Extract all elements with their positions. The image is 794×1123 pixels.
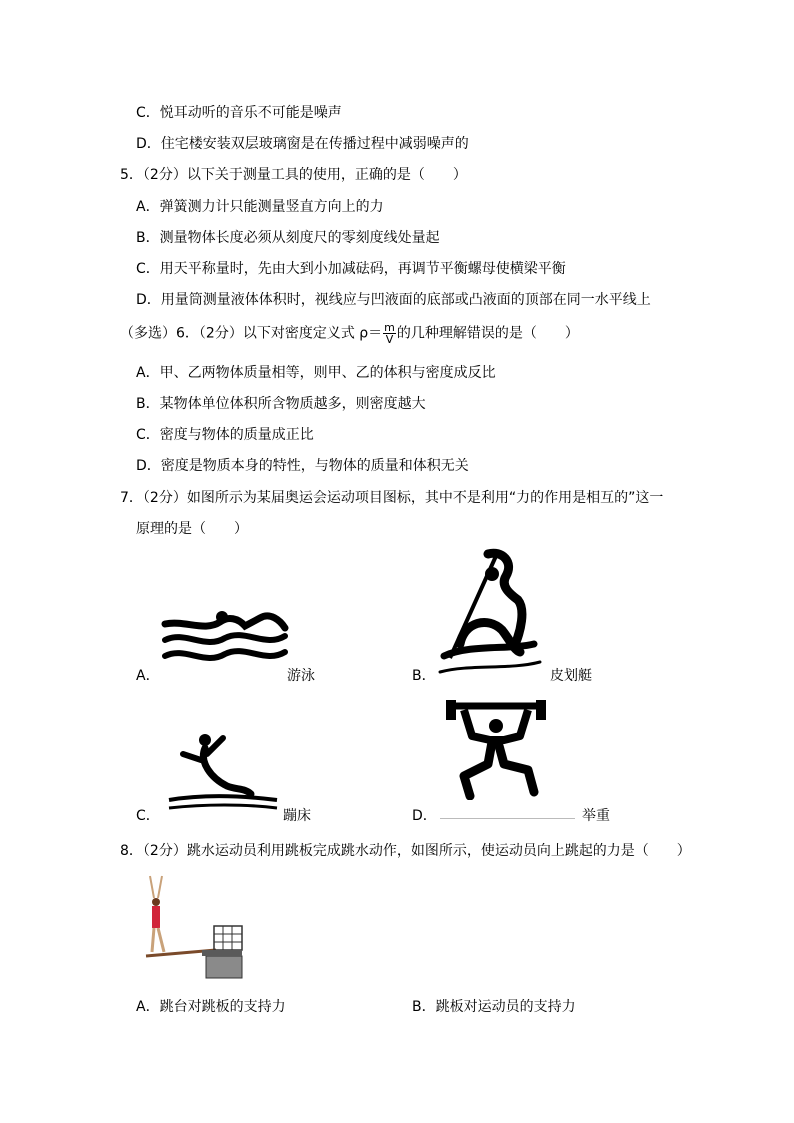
q6-stem-prefix: （多选）6．（2分）以下对密度定义式 ρ＝ — [120, 325, 383, 342]
q7-c-letter: C． — [136, 808, 160, 824]
q5-option-c: C．用天平称量时，先由大到小加减砝码，再调节平衡螺母使横梁平衡 — [136, 261, 566, 277]
q5-option-b: B．测量物体长度必须从刻度尺的零刻度线处量起 — [136, 230, 440, 246]
q7-b-letter: B． — [412, 668, 436, 684]
q6-option-c: C．密度与物体的质量成正比 — [136, 427, 314, 443]
q8-stem: 8．（2分）跳水运动员利用跳板完成跳水动作，如图所示，使运动员向上跳起的力是（ ） — [120, 843, 691, 859]
q8-option-a: A．跳台对跳板的支持力 — [136, 999, 286, 1015]
q7-stem-line1: 7．（2分）如图所示为某届奥运会运动项目图标，其中不是利用“力的作用是相互的”这一 — [120, 490, 664, 506]
q5-stem: 5．（2分）以下关于测量工具的使用，正确的是（ ） — [120, 167, 467, 183]
q8-option-b: B．跳板对运动员的支持力 — [412, 999, 576, 1015]
q7-a-name: 游泳 — [287, 668, 315, 684]
q6-option-b: B．某物体单位体积所含物质越多，则密度越大 — [136, 396, 426, 412]
q6-option-d: D．密度是物质本身的特性，与物体的质量和体积无关 — [136, 458, 469, 474]
q4-option-d: D．住宅楼安装双层玻璃窗是在传播过程中减弱噪声的 — [136, 136, 469, 152]
density-fraction — [383, 322, 396, 345]
q7-b-name: 皮划艇 — [550, 668, 592, 684]
swimming-pictogram — [160, 610, 290, 670]
canoe-pictogram — [430, 548, 545, 678]
q7-a-letter: A． — [136, 668, 160, 684]
q7-d-name: 举重 — [582, 808, 610, 824]
q6-option-a: A．甲、乙两物体质量相等，则甲、乙的体积与密度成反比 — [136, 365, 496, 381]
q6-stem-suffix: 的几种理解错误的是（ ） — [396, 325, 579, 342]
fraction-denominator: V — [385, 333, 394, 346]
q6-stem — [120, 322, 579, 345]
weightlifting-baseline — [440, 818, 575, 819]
diving-board-figure — [138, 872, 248, 982]
q5-option-d: D．用量筒测量液体体积时，视线应与凹液面的底部或凸液面的顶部在同一水平线上 — [136, 292, 651, 308]
q5-option-a: A．弹簧测力计只能测量竖直方向上的力 — [136, 199, 384, 215]
q7-c-name: 蹦床 — [283, 808, 311, 824]
q7-stem-line2: 原理的是（ ） — [136, 521, 248, 537]
fraction-numerator: m — [384, 321, 395, 334]
weightlifting-pictogram — [442, 700, 552, 800]
q4-option-c: C．悦耳动听的音乐不可能是噪声 — [136, 105, 342, 121]
trampoline-pictogram — [165, 730, 280, 820]
q7-d-letter: D． — [412, 808, 437, 824]
